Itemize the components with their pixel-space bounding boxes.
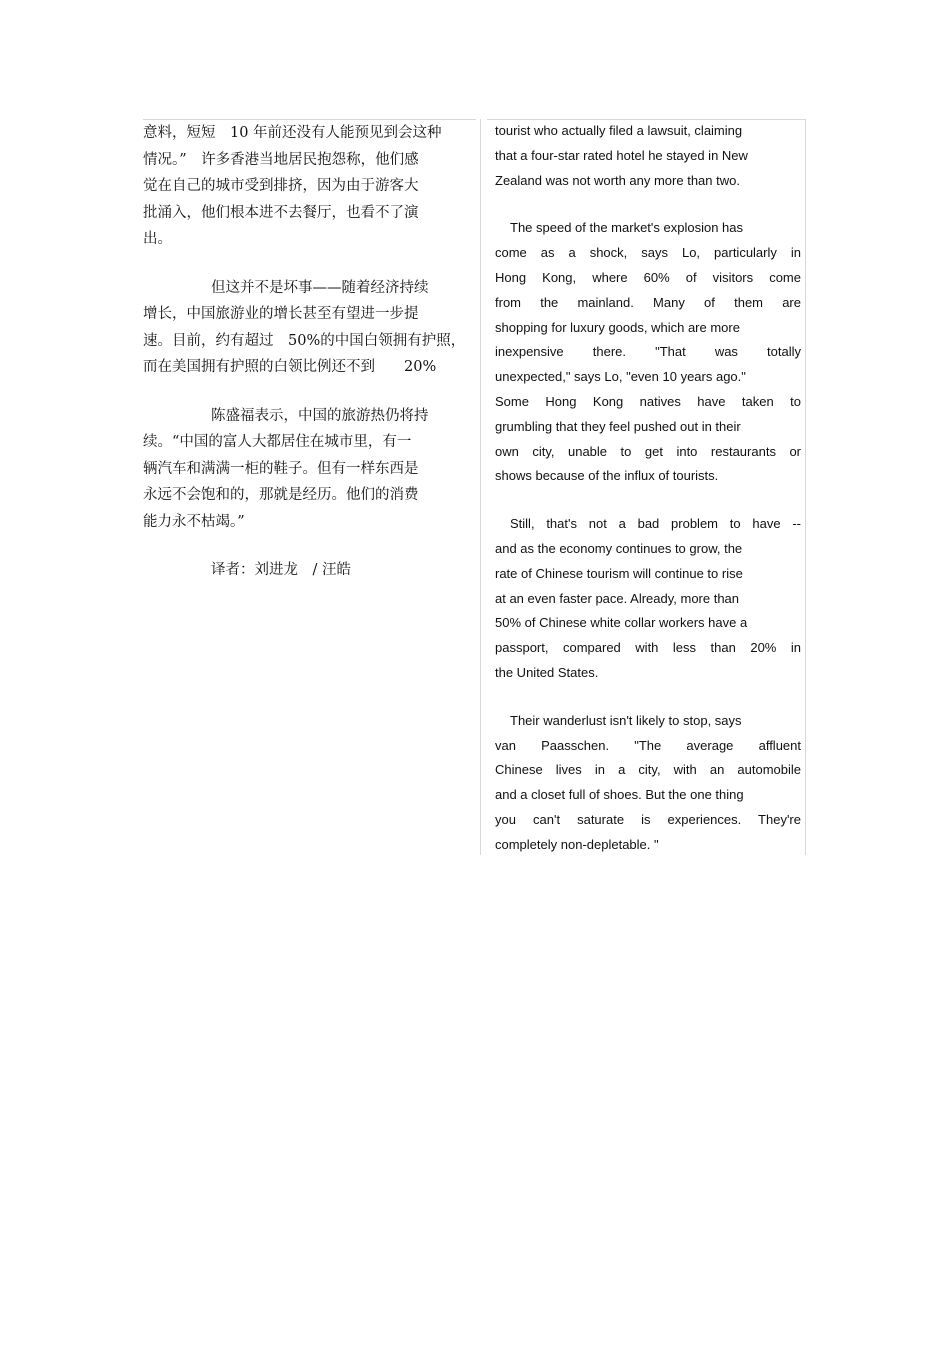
cn-text-line: 情况。” 许多香港当地居民抱怨称，他们感	[143, 151, 419, 168]
cn-text-line: 辆汽车和满满一柜的鞋子。但有一样东西是	[143, 460, 419, 477]
cn-text-line: 速。目前，约有超过 50%的中国白领拥有护照，	[143, 332, 466, 349]
en-paragraph-2	[495, 216, 801, 489]
en-text-line: shows because of the influx of tourists.	[495, 468, 719, 484]
en-text-line: Some Hong Kong natives have taken to	[495, 393, 801, 409]
en-text-line: from the mainland. Many of them are	[495, 294, 801, 310]
table-right-border	[805, 119, 806, 855]
en-text-line: Their wanderlust isn't likely to stop, says	[510, 712, 742, 728]
en-text-line: Still, that's not a bad problem to have --	[510, 516, 801, 532]
en-text-line: tourist who actually filed a lawsuit, claiming	[495, 123, 743, 138]
cn-text-line: 觉在自己的城市受到排挤，因为由于游客大	[143, 178, 419, 194]
cn-text-line: 但这并不是坏事——随着经济持续	[211, 279, 429, 296]
en-text-line: come as a shock, says Lo, particularly in	[495, 245, 801, 261]
en-text-line: you can't saturate is experiences. They're	[495, 811, 801, 827]
column-divider	[480, 119, 481, 855]
cn-paragraph-1	[143, 120, 453, 253]
en-text-line: inexpensive there. "That was totally	[495, 344, 801, 360]
en-text-line: shopping for luxury goods, which are more	[495, 319, 740, 335]
cn-text-line: 能力永不枯竭。”	[143, 513, 245, 530]
cn-text-line: 续。“中国的富人大都居住在城市里，有一	[143, 434, 412, 450]
en-text-line: passport, compared with less than 20% in	[495, 640, 801, 656]
en-text-line: completely non-depletable. "	[495, 836, 659, 852]
cn-text-line: 出。	[143, 231, 172, 247]
en-text-line: own city, unable to get into restaurants or	[495, 443, 801, 459]
cn-text-line: 永远不会饱和的，那就是经历。他们的消费	[143, 487, 419, 503]
en-text-line: that a four-star rated hotel he stayed in New	[495, 147, 748, 163]
en-text-line: Chinese lives in a city, with an automobile	[495, 762, 801, 778]
en-paragraph-4	[495, 709, 801, 858]
en-text-line: the United States.	[495, 664, 599, 680]
translator-credit	[143, 557, 453, 584]
cn-text-line: 批涌入，他们根本进不去餐厅，也看不了演	[143, 204, 419, 221]
en-text-line: rate of Chinese tourism will continue to rise	[495, 565, 743, 581]
cn-paragraph-3	[143, 403, 453, 536]
en-text-line: and as the economy continues to grow, the	[495, 540, 743, 556]
en-text-line: The speed of the market's explosion has	[510, 220, 744, 236]
en-text-line: Hong Kong, where 60% of visitors come	[495, 269, 801, 285]
en-text-line: Zealand was not worth any more than two.	[495, 172, 740, 188]
en-text-line: at an even faster pace. Already, more than	[495, 590, 740, 606]
cn-paragraph-2	[143, 275, 466, 381]
cn-text-line: 增长，中国旅游业的增长甚至有望进一步提	[143, 306, 419, 322]
en-text-line: van Paasschen. "The average affluent	[495, 737, 801, 753]
english-original-column	[495, 119, 801, 858]
en-text-line: 50% of Chinese white collar workers have a	[495, 615, 748, 631]
en-paragraph-3	[495, 512, 801, 686]
cn-text-line: 而在美国拥有护照的白领比例还不到 20%	[143, 359, 437, 375]
en-text-line: and a closet full of shoes. But the one thing	[495, 787, 744, 803]
cn-text-line: 陈盛福表示，中国的旅游热仍将持	[211, 407, 429, 424]
translator-credit-text: 译者：刘进龙 / 汪皓	[211, 562, 351, 578]
en-paragraph-1	[495, 119, 801, 193]
en-text-line: unexpected," says Lo, "even 10 years ago."	[495, 369, 746, 385]
en-text-line: grumbling that they feel pushed out in their	[495, 418, 741, 434]
chinese-translation-column	[143, 120, 466, 584]
cn-text-line: 意料，短短 10 年前还没有人能预见到会这种	[143, 125, 442, 141]
